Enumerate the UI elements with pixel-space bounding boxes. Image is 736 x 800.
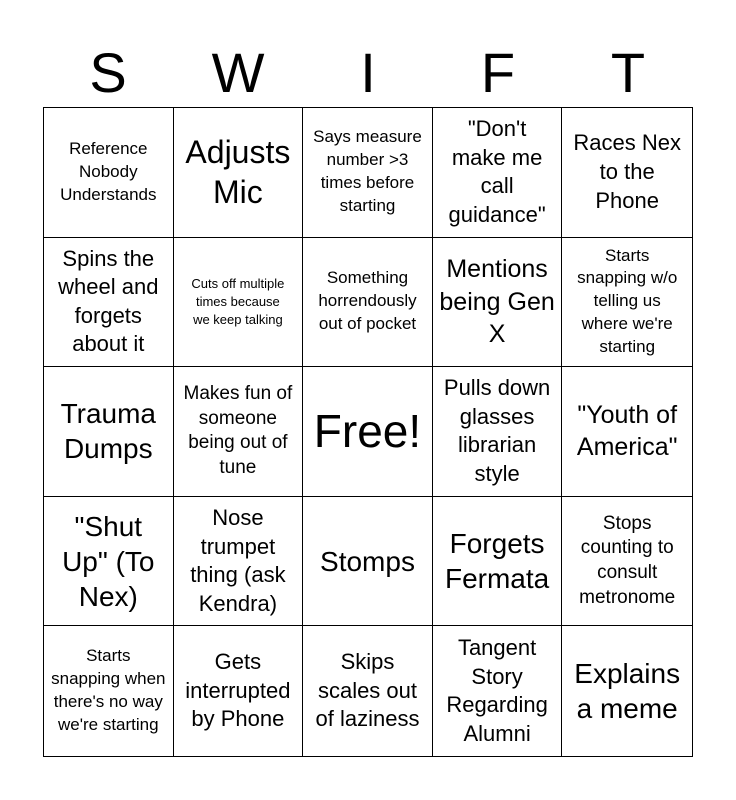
bingo-cell-5-2[interactable] (174, 626, 304, 756)
cell-text: Says measure number >3 times before starting (313, 127, 422, 216)
bingo-cell-5-1[interactable] (44, 626, 174, 756)
bingo-cell-4-4[interactable] (433, 497, 563, 627)
cell-text: "Shut Up" (To Nex) (62, 510, 155, 612)
cell-text: Starts snapping when there's no way we're starting (51, 646, 166, 735)
cell-text: Gets interrupted by Phone (185, 649, 291, 732)
header-letter-f: F (480, 41, 516, 104)
bingo-cell-1-5[interactable] (562, 108, 692, 238)
cell-text: Spins the wheel and forgets about it (58, 245, 159, 357)
bingo-cell-5-5[interactable] (562, 626, 692, 756)
cell-text: Forgets Fermata (444, 528, 550, 595)
bingo-cell-2-2[interactable] (174, 238, 304, 368)
cell-text: "Youth of America" (576, 400, 678, 462)
bingo-cell-2-1[interactable] (44, 238, 174, 368)
cell-text: Something horrendously out of pocket (318, 268, 417, 334)
cell-text: Adjusts Mic (185, 134, 291, 211)
cell-text: Starts snapping w/o telling us where we're starting (577, 245, 678, 357)
bingo-cell-1-1[interactable] (44, 108, 174, 238)
free-space: Free! (313, 404, 422, 457)
bingo-cell-2-3[interactable] (303, 238, 433, 368)
cell-text: Cuts off multiple times because we keep talking (191, 275, 285, 327)
cell-text: Nose trumpet thing (ask Kendra) (190, 504, 286, 616)
cell-text: "Don't make me call guidance" (448, 116, 546, 227)
bingo-cell-5-4[interactable] (433, 626, 563, 756)
bingo-cell-3-2[interactable] (174, 367, 304, 497)
header-letter-i: I (360, 41, 376, 104)
header-letter-s: S (89, 41, 127, 104)
bingo-header (43, 38, 693, 108)
cell-text: Skips scales out of laziness (315, 649, 420, 732)
bingo-cell-4-3[interactable] (303, 497, 433, 627)
bingo-cell-2-5[interactable] (562, 238, 692, 368)
cell-text: Explains a meme (574, 658, 681, 725)
cell-text: Pulls down glasses librarian style (443, 375, 551, 487)
bingo-cell-3-5[interactable] (562, 367, 692, 497)
cell-text: Makes fun of someone being out of tune (183, 383, 293, 479)
bingo-cell-3-4[interactable] (433, 367, 563, 497)
cell-text: Reference Nobody Understands (60, 138, 157, 204)
bingo-cell-3-3[interactable] (303, 367, 433, 497)
bingo-cell-3-1[interactable] (44, 367, 174, 497)
bingo-cell-1-3[interactable] (303, 108, 433, 238)
header-letter-t: T (610, 41, 646, 104)
cell-text: Mentions being Gen X (439, 255, 555, 349)
cell-text: Trauma Dumps (60, 398, 157, 465)
bingo-cell-1-4[interactable] (433, 108, 563, 238)
header-letter-w: W (211, 41, 265, 104)
cell-text: Tangent Story Regarding Alumni (446, 635, 548, 746)
bingo-cell-4-5[interactable] (562, 497, 692, 627)
bingo-cell-4-1[interactable] (44, 497, 174, 627)
bingo-cell-1-2[interactable] (174, 108, 304, 238)
cell-text: Stomps (320, 545, 415, 577)
bingo-board (43, 107, 693, 757)
bingo-cell-2-4[interactable] (433, 238, 563, 368)
bingo-cell-4-2[interactable] (174, 497, 304, 627)
bingo-cell-5-3[interactable] (303, 626, 433, 756)
cell-text: Stops counting to consult metronome (579, 512, 676, 608)
cell-text: Races Nex to the Phone (573, 130, 681, 213)
